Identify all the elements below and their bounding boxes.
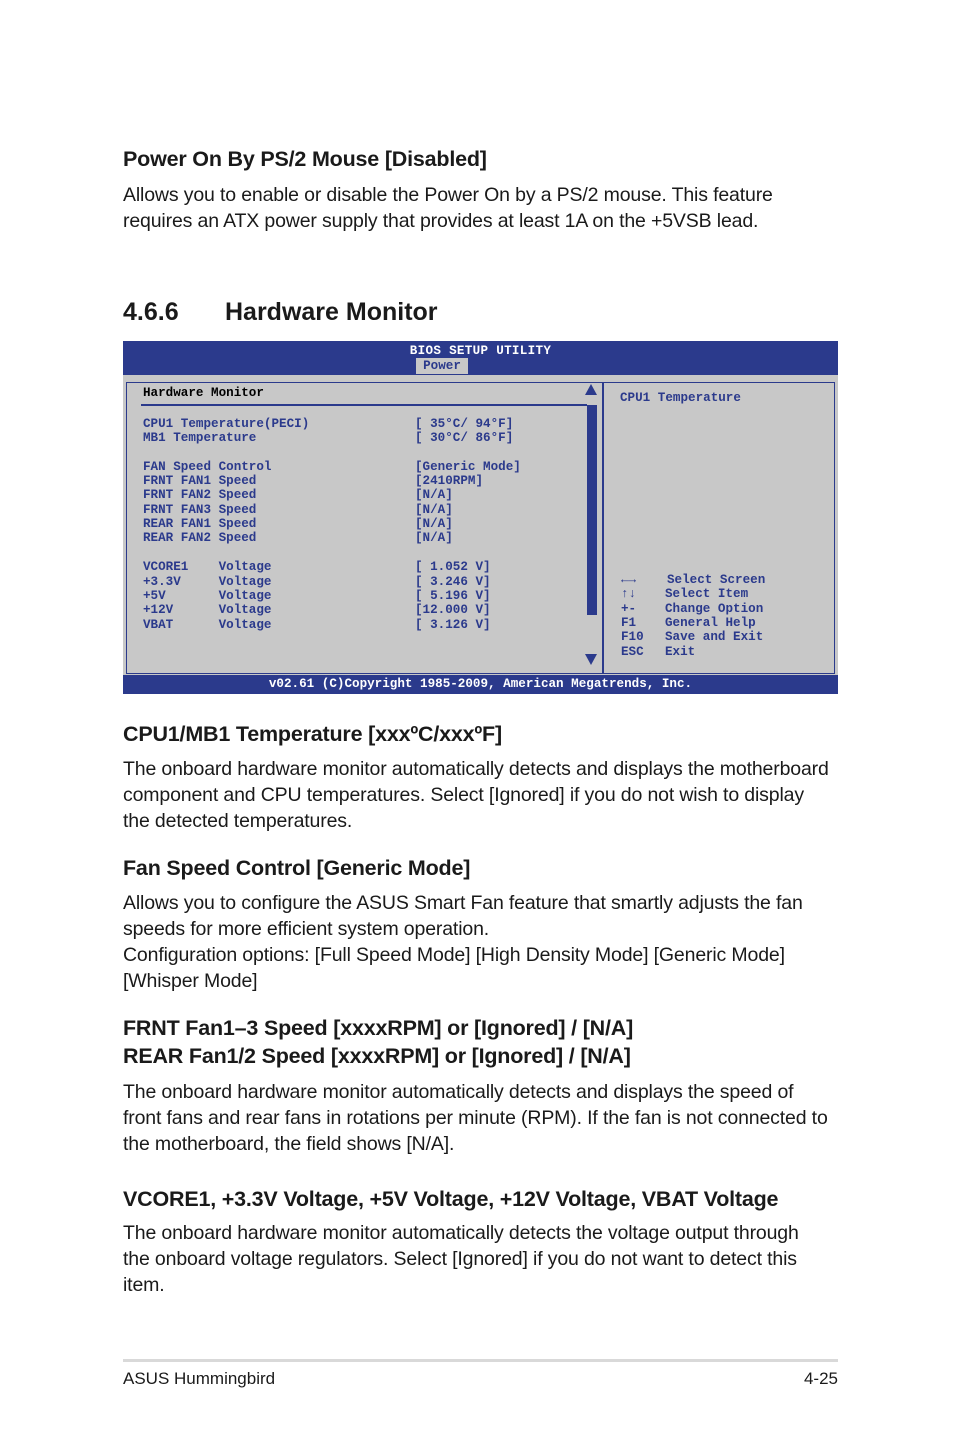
setting-value: [ 30°C/ 86°F] [415, 431, 514, 445]
text-line: The onboard hardware monitor automatically detects and displays the motherboard [123, 758, 829, 780]
setting-value: [N/A] [415, 517, 453, 531]
setting-value: [ 3.126 V] [415, 618, 491, 632]
key-help-row [621, 602, 764, 616]
scrollbar-thumb[interactable] [587, 405, 597, 615]
key-description: Change Option [665, 602, 764, 616]
setting-mb1-temperature[interactable] [143, 431, 514, 445]
heading-divider [141, 404, 587, 406]
text-line: requires an ATX power supply that provides at least 1A on the +5VSB lead. [123, 210, 759, 232]
setting-value: [N/A] [415, 531, 453, 545]
setting-label: REAR FAN2 Speed [143, 531, 257, 545]
text-line: Configuration options: [Full Speed Mode] [High Density Mode] [Generic Mode] [123, 944, 785, 966]
ps2-description [123, 182, 773, 234]
key-label: F10 [621, 630, 644, 644]
key-help-row [621, 616, 756, 630]
setting-label: FRNT FAN1 Speed [143, 474, 257, 488]
key-label: ←→ [621, 573, 637, 587]
text-line: The onboard hardware monitor automatically detects the voltage output through [123, 1222, 799, 1244]
setting-fan-speed-control[interactable] [143, 460, 521, 474]
scroll-up-arrow-icon[interactable] [585, 384, 597, 395]
setting-vcore1-voltage[interactable] [143, 560, 491, 574]
setting-value: [Generic Mode] [415, 460, 521, 474]
setting-value: [2410RPM] [415, 474, 484, 488]
text-line: item. [123, 1274, 165, 1296]
setting-value: [ 1.052 V] [415, 560, 491, 574]
setting-label: MB1 Temperature [143, 431, 257, 445]
setting-3v3-voltage[interactable] [143, 575, 491, 589]
key-label: ESC [621, 645, 644, 659]
key-label: F1 [621, 616, 637, 630]
setting-label: FRNT FAN3 Speed [143, 503, 257, 517]
footer-divider [123, 1359, 838, 1362]
key-description: Save and Exit [665, 630, 764, 644]
setting-rear-fan1-speed[interactable] [143, 517, 453, 531]
key-description: Select Item [665, 587, 749, 601]
setting-value: [ 35°C/ 94°F] [415, 417, 514, 431]
key-help-row [621, 573, 766, 587]
setting-value: [ 3.246 V] [415, 575, 491, 589]
setting-vbat-voltage[interactable] [143, 618, 491, 632]
tab-power[interactable]: Power [416, 358, 468, 374]
setting-5v-voltage[interactable] [143, 589, 491, 603]
text-line: [Whisper Mode] [123, 970, 258, 992]
temp-description [123, 756, 829, 834]
temp-heading: CPU1/MB1 Temperature [xxxºC/xxxºF] [123, 722, 502, 746]
text-line: the detected temperatures. [123, 810, 353, 832]
help-panel [603, 382, 835, 674]
voltage-heading: VCORE1, +3.3V Voltage, +5V Voltage, +12V Voltage, VBAT Voltage [123, 1187, 779, 1211]
key-description: Exit [665, 645, 696, 659]
setting-label: +5V Voltage [143, 589, 272, 603]
setting-value: [ 5.196 V] [415, 589, 491, 603]
fan-speed-heading-line1: FRNT Fan1–3 Speed [xxxxRPM] or [Ignored] / [N/A] [123, 1016, 634, 1040]
setting-label: REAR FAN1 Speed [143, 517, 257, 531]
key-help-row [621, 587, 749, 601]
text-line: speeds for more efficient system operation. [123, 918, 490, 940]
fan-control-heading: Fan Speed Control [Generic Mode] [123, 856, 471, 880]
setting-label: FAN Speed Control [143, 460, 272, 474]
text-line: the onboard voltage regulators. Select [Ignored] if you do not want to detect this [123, 1248, 797, 1270]
section-number: 4.6.6 [123, 298, 179, 326]
setting-label: VBAT Voltage [143, 618, 272, 632]
text-line: Allows you to configure the ASUS Smart Fan feature that smartly adjusts the fan [123, 892, 803, 914]
scroll-down-arrow-icon[interactable] [585, 654, 597, 665]
setting-label: +12V Voltage [143, 603, 272, 617]
fan-speed-heading-line2: REAR Fan1/2 Speed [xxxxRPM] or [Ignored] / [N/A] [123, 1044, 631, 1068]
key-label: ↑↓ [621, 587, 637, 601]
key-help-row [621, 630, 764, 644]
setting-frnt-fan1-speed[interactable] [143, 474, 484, 488]
panel-heading: Hardware Monitor [143, 386, 264, 400]
bios-screenshot [123, 341, 838, 694]
setting-frnt-fan2-speed[interactable] [143, 488, 453, 502]
setting-value: [N/A] [415, 503, 453, 517]
setting-value: [12.000 V] [415, 603, 491, 617]
key-description: General Help [665, 616, 756, 630]
setting-label: VCORE1 Voltage [143, 560, 272, 574]
text-line: the motherboard, the field shows [N/A]. [123, 1133, 455, 1155]
key-label: +- [621, 602, 637, 616]
setting-frnt-fan3-speed[interactable] [143, 503, 453, 517]
setting-label: +3.3V Voltage [143, 575, 272, 589]
setting-cpu1-temperature[interactable] [143, 417, 514, 431]
bios-body [123, 375, 838, 675]
setting-label: CPU1 Temperature(PECI) [143, 417, 310, 431]
setting-label: FRNT FAN2 Speed [143, 488, 257, 502]
text-line: The onboard hardware monitor automatically detects and displays the speed of [123, 1081, 794, 1103]
ps2-heading: Power On By PS/2 Mouse [Disabled] [123, 147, 487, 171]
key-help-row [621, 645, 696, 659]
section-name: Hardware Monitor [225, 298, 438, 326]
setting-value: [N/A] [415, 488, 453, 502]
setting-12v-voltage[interactable] [143, 603, 491, 617]
settings-panel [126, 382, 603, 674]
fan-speed-description [123, 1079, 828, 1157]
fan-control-description [123, 890, 803, 994]
text-line: component and CPU temperatures. Select [Ignored] if you do not wish to display [123, 784, 804, 806]
bios-copyright: v02.61 (C)Copyright 1985-2009, American Megatrends, Inc. [268, 677, 693, 691]
help-title: CPU1 Temperature [620, 391, 741, 405]
text-line: front fans and rear fans in rotations per minute (RPM). If the fan is not connected to [123, 1107, 828, 1129]
key-description: Select Screen [667, 573, 766, 587]
section-title [123, 298, 438, 327]
page-number: 4-25 [803, 1369, 838, 1388]
voltage-description [123, 1220, 799, 1298]
text-line: Allows you to enable or disable the Power On by a PS/2 mouse. This feature [123, 184, 773, 206]
footer-product-name: ASUS Hummingbird [123, 1369, 276, 1388]
bios-title: BIOS SETUP UTILITY [409, 344, 552, 358]
setting-rear-fan2-speed[interactable] [143, 531, 453, 545]
